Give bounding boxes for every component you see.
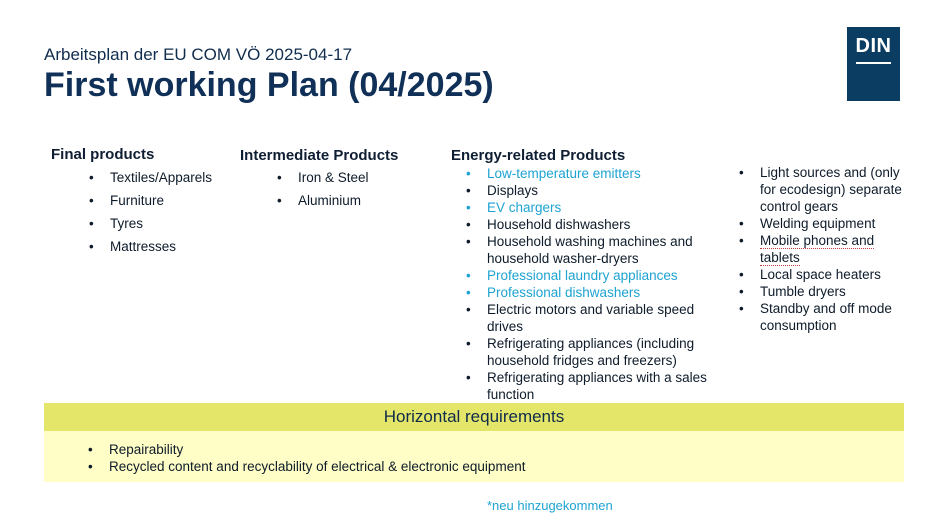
din-logo-text: DIN [855, 35, 892, 57]
list-item: • Textiles/Apparels [87, 170, 227, 185]
mobile-phones-label: Mobile phones and tablets [760, 233, 875, 265]
page-subtitle: Arbeitsplan der EU COM VÖ 2025-04-17 [44, 45, 353, 64]
horizontal-requirements-list [86, 441, 886, 475]
list-item: • Household washing machines and household washer-dryers [464, 233, 724, 267]
energy-products-list-2 [737, 164, 917, 334]
list-item: • Tyres [87, 216, 227, 231]
list-item [737, 232, 917, 266]
list-item: • Refrigerating appliances (including household fridges and freezers) [464, 335, 724, 369]
list-item: • Aluminium [275, 193, 425, 208]
list-item: • Furniture [87, 193, 227, 208]
intermediate-products-heading: Intermediate Products [240, 147, 399, 164]
list-item: • Professional dishwashers [464, 284, 724, 301]
list-item: • Mattresses [87, 239, 227, 254]
list-item: • Welding equipment [737, 215, 917, 232]
list-item: • EV chargers [464, 199, 724, 216]
page-title: First working Plan (04/2025) [44, 66, 494, 104]
list-item: • Professional laundry appliances [464, 267, 724, 284]
horizontal-requirements-header: Horizontal requirements [44, 403, 904, 431]
list-item: • Displays [464, 182, 724, 199]
list-item: • Standby and off mode consumption [737, 300, 917, 334]
list-item: • Light sources and (only for ecodesign) separate control gears [737, 164, 917, 215]
intermediate-products-list [275, 170, 425, 216]
horizontal-requirements-body [44, 431, 904, 482]
list-item: • Low-temperature emitters [464, 165, 724, 182]
final-products-list [87, 170, 227, 262]
footnote: *neu hinzugekommen [487, 498, 613, 513]
energy-products-heading: Energy-related Products [451, 147, 626, 164]
list-item: • Electric motors and variable speed drives [464, 301, 724, 335]
final-products-heading: Final products [51, 146, 155, 163]
list-item: • Tumble dryers [737, 283, 917, 300]
list-item: • Iron & Steel [275, 170, 425, 185]
list-item: • Refrigerating appliances with a sales function [464, 369, 724, 403]
din-logo [847, 27, 900, 101]
energy-products-list-1 [464, 165, 724, 403]
list-item: • Repairability [86, 441, 886, 458]
list-item: • Recycled content and recyclability of electrical & electronic equipment [86, 458, 886, 475]
list-item: • Local space heaters [737, 266, 917, 283]
list-item: • Household dishwashers [464, 216, 724, 233]
din-logo-bar [856, 62, 891, 64]
